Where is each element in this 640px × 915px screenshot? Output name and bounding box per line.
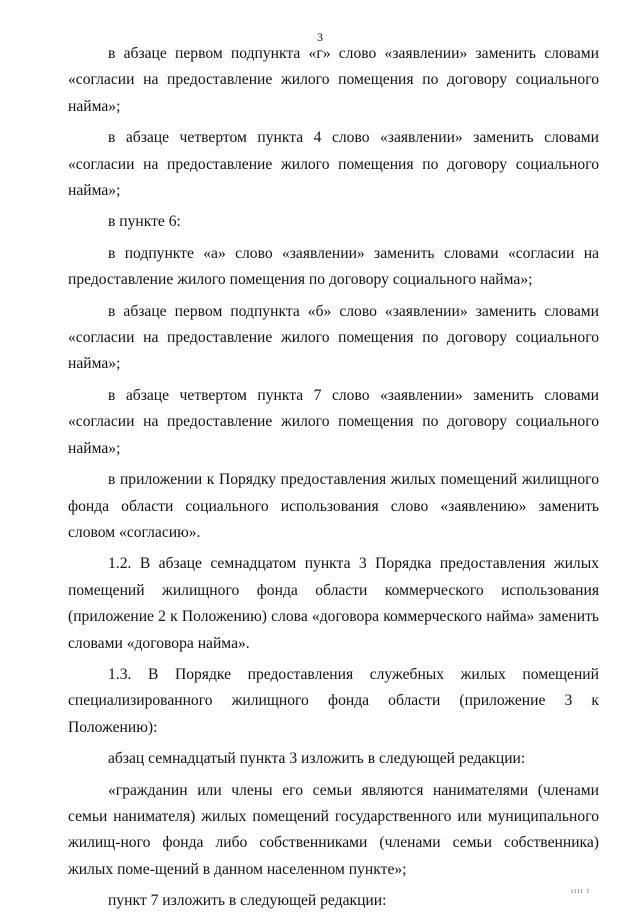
paragraph: пункт 7 изложить в следующей редакции: [108, 892, 387, 910]
paragraph: 1.3. В Порядке предоставления служебных жилых помещений специализированного жилищного фонда области (приложение 3 к Положению): [68, 665, 599, 736]
paragraph: в абзаце первом подпункта «г» слово «заявлении» заменить словами «согласии на предоставление жилого помещения по договору социального найма»; [68, 45, 599, 115]
corner-mark: ıııı ı [570, 886, 590, 895]
paragraph: 1.2. В абзаце семнадцатом пункта 3 Порядка предоставления жилых помещений жилищного фонда области коммерческого использования (приложение 2 к Положению) слова «договора коммерческого найма» заменить словами «договора найма». [68, 555, 599, 652]
document-body [68, 35, 599, 915]
paragraph: абзац семнадцатый пункта 3 изложить в следующей редакции: [108, 750, 526, 768]
paragraph: «гражданин или члены его семьи являются нанимателями (членами семьи нанимателя) жилых помещений государственного или муниципального жилищ-ного фонда либо собственниками (членами семьи собственника) жилых поме-щений в данном населенном пункте»; [68, 781, 599, 878]
paragraph: в пункте 6: [108, 213, 181, 231]
paragraph: в приложении к Порядку предоставления жилых помещений жилищного фонда области социального использования слово «заявлению» заменить словом «согласию». [68, 471, 599, 541]
paragraph: в абзаце четвертом пункта 4 слово «заявлении» заменить словами «согласии на предоставление жилого помещения по договору социального найма»; [68, 129, 599, 200]
page-number: 3 [317, 30, 323, 44]
paragraph: в абзаце четвертом пункта 7 слово «заявлении» заменить словами «согласии на предоставление жилого помещения по договору социального найма»; [68, 386, 599, 457]
paragraph: в подпункте «а» слово «заявлении» заменить словами «согласии на предоставление жилого помещения по договору социального найма»; [68, 244, 599, 289]
paragraph: в абзаце первом подпункта «б» слово «заявлении» заменить словами «согласии на предоставление жилого помещения по договору социального найма»; [68, 302, 599, 373]
